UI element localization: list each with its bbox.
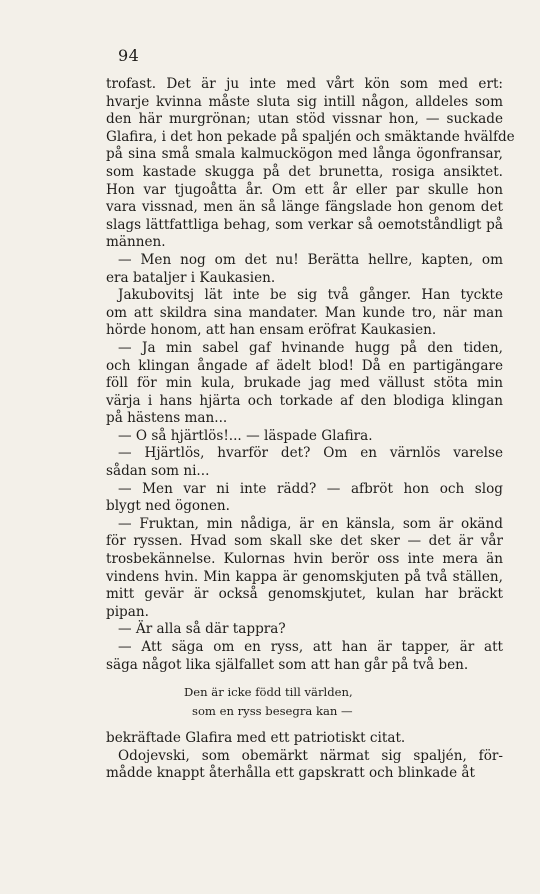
verse-line: Den är icke född till världen,: [184, 685, 353, 700]
paragraph: [106, 481, 503, 516]
text-line: vindens hvin. Min kappa är genomskjuten på två ställen,: [106, 568, 503, 585]
paragraph: [106, 340, 503, 428]
page-number: 94: [118, 46, 140, 65]
body-text: [106, 76, 515, 783]
paragraph: [106, 639, 503, 674]
paragraph: [106, 76, 515, 252]
text-line: på sina små smala kalmuckögon med långa ögonfransar,: [106, 146, 503, 163]
text-line: hvarje kvinna måste sluta sig intill någon, alldeles som: [106, 93, 503, 110]
text-line: — O så hjärtlös!... — läspade Glafira.: [118, 427, 373, 444]
paragraph: [106, 428, 503, 446]
text-line: blygt ned ögonen.: [106, 498, 230, 515]
text-line: vara vissnad, men än så länge fängslade hon genom det: [106, 199, 503, 216]
text-line: värja i hans hjärta och torkade af den blodiga klingan: [106, 392, 503, 409]
text-line: Glafira, i det hon pekade på spaljén och smäktande hvälfde: [106, 128, 515, 145]
text-line: bekräftade Glafira med ett patriotiskt citat.: [106, 730, 406, 747]
text-line: den här murgrönan; utan stöd vissnar hon, — suckade: [106, 111, 503, 128]
text-line: — Hjärtlös, hvarför det? Om en värnlös varelse: [118, 445, 503, 462]
text-line: trofast. Det är ju inte med vårt kön som med ert:: [106, 76, 503, 92]
text-line: säga något lika själfallet som att han går på två ben.: [106, 656, 469, 673]
paragraph: [106, 730, 503, 748]
text-line: — Är alla så där tappra?: [118, 621, 286, 638]
text-line: Odojevski, som obemärkt närmat sig spaljén, för-: [118, 747, 503, 764]
text-line: Hon var tjugoåtta år. Om ett år eller par skulle hon: [106, 181, 503, 198]
text-line: — Ja min sabel gaf hvinande hugg på den tiden,: [118, 339, 503, 356]
text-line: — Att säga om en ryss, att han är tapper, är att: [118, 639, 503, 655]
text-line: om att skildra sina mandater. Man kunde tro, när man: [106, 304, 503, 321]
paragraph: [106, 252, 503, 287]
paragraph: [106, 621, 503, 639]
text-line: slags lättfattliga behag, som verkar så oemotståndligt på: [106, 216, 503, 233]
text-line: mådde knappt återhålla ett gapskratt och blinkade åt: [106, 765, 476, 782]
text-line: för ryssen. Hvad som skall ske det sker — det är vår: [106, 533, 503, 550]
paragraph: [106, 445, 503, 480]
text-line: pipan.: [106, 603, 149, 620]
text-line: — Men nog om det nu! Berätta hellre, kapten, om: [118, 251, 503, 268]
text-line: männen.: [106, 234, 166, 251]
text-line: som kastade skugga på det brunetta, rosiga ansiktet.: [106, 163, 503, 180]
text-line: era bataljer i Kaukasien.: [106, 269, 276, 286]
paragraph: [106, 748, 503, 783]
text-line: föll för min kula, brukade jag med vällust stöta min: [106, 375, 503, 392]
verse-quote: [184, 683, 503, 721]
verse-line: som en ryss besegra kan —: [192, 704, 353, 719]
text-line: trosbekännelse. Kulornas hvin berör oss inte mera än: [106, 551, 503, 568]
text-line: hörde honom, att han ensam eröfrat Kaukasien.: [106, 322, 437, 339]
text-line: sådan som ni...: [106, 463, 210, 480]
text-line: på hästens man...: [106, 410, 228, 427]
paragraph: [106, 287, 503, 340]
text-line: — Fruktan, min nådiga, är en känsla, som är okänd: [118, 515, 503, 532]
text-line: Jakubovitsj lät inte be sig två gånger. Han tyckte: [118, 287, 503, 304]
text-line: mitt gevär är också genomskjutet, kulan har bräckt: [106, 586, 503, 603]
text-line: och klingan ångade af ädelt blod! Då en partigängare: [106, 357, 503, 374]
paragraph: [106, 516, 503, 622]
text-line: — Men var ni inte rädd? — afbröt hon och slog: [118, 480, 503, 497]
